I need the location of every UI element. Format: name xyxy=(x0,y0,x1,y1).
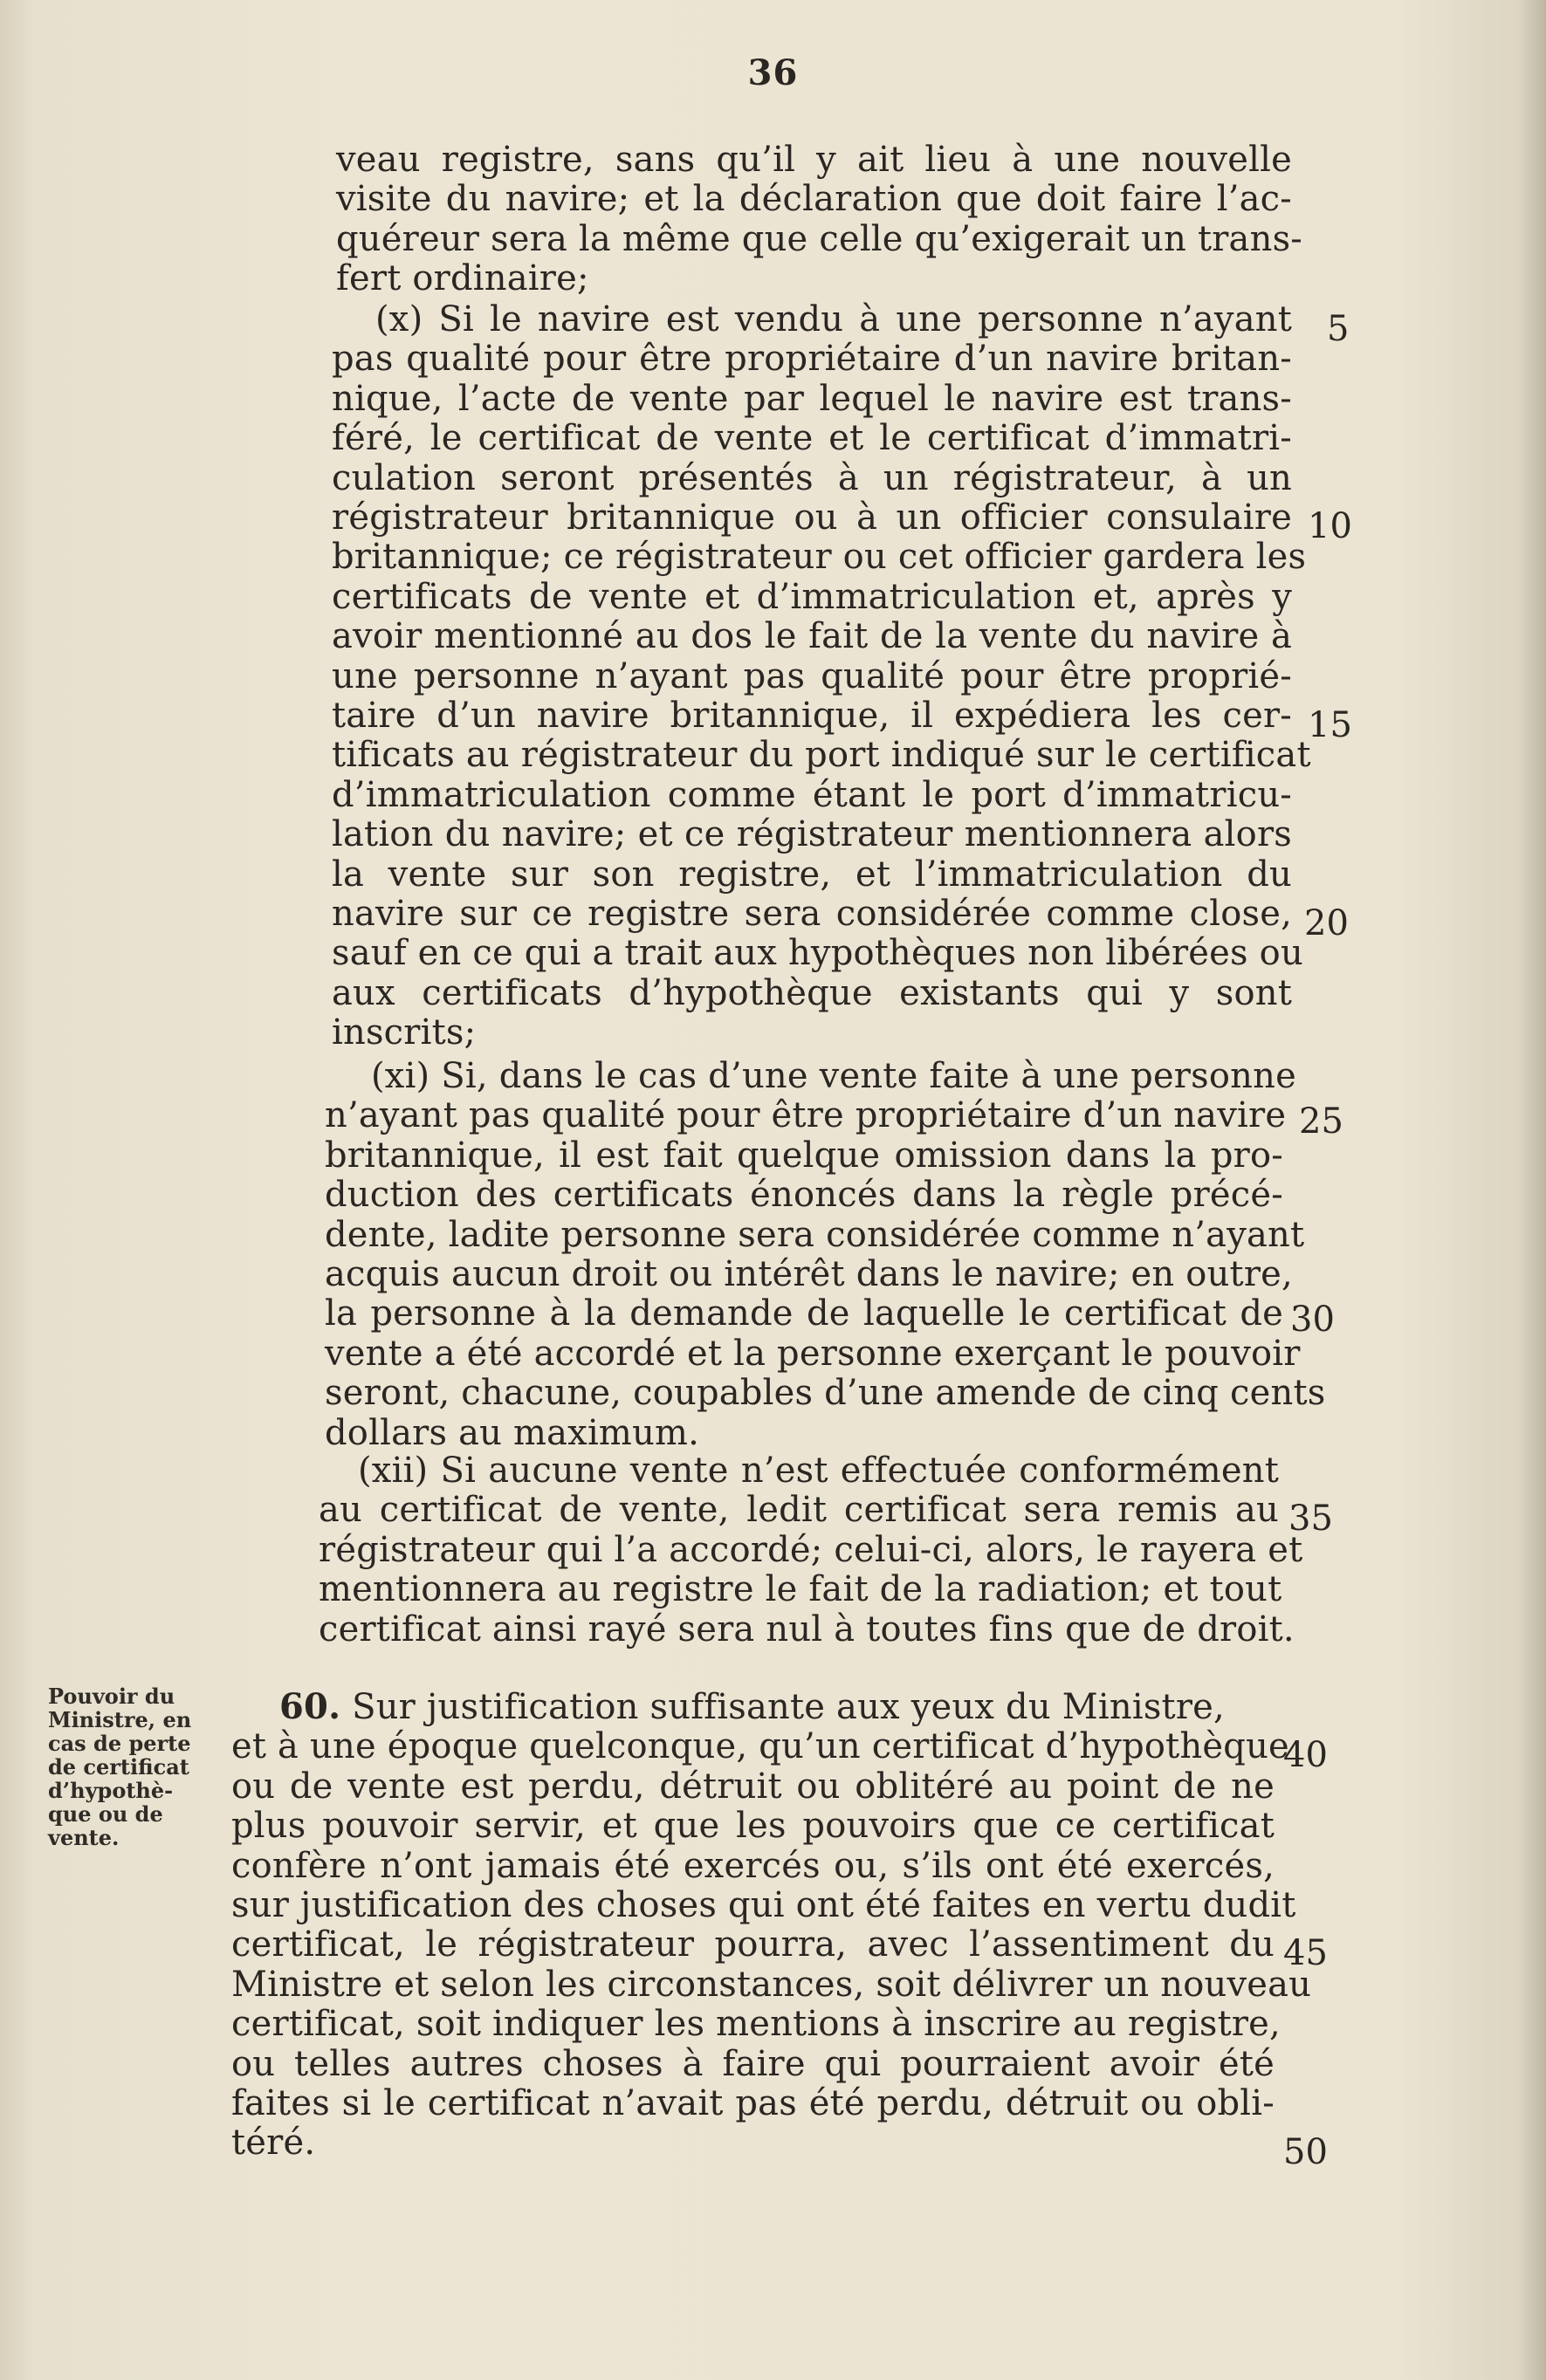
paragraph-line: britannique, il est fait quelque omission dans la pro- xyxy=(325,1135,1283,1176)
paragraph-line: dollars au maximum. xyxy=(325,1412,700,1453)
margin-note-line: cas de perte xyxy=(48,1731,191,1756)
section-number: 60. xyxy=(279,1686,341,1727)
paragraph-line: d’immatriculation comme étant le port d’immatricu- xyxy=(332,774,1292,815)
paragraph-line: téré. xyxy=(231,2123,316,2164)
line-number: 45 xyxy=(1283,1933,1328,1973)
paragraph-line: ou telles autres choses à faire qui pourraient avoir été xyxy=(231,2043,1275,2084)
line-number: 35 xyxy=(1288,1499,1333,1539)
paragraph-line: fert ordinaire; xyxy=(336,258,589,299)
paragraph-line: une personne n’ayant pas qualité pour être proprié- xyxy=(332,655,1292,696)
margin-note-line: d’hypothè- xyxy=(48,1778,174,1803)
paragraph-line: et à une époque quelconque, qu’un certificat d’hypothèque xyxy=(231,1726,1289,1767)
paragraph-line: régistrateur qui l’a accordé; celui-ci, alors, le rayera et xyxy=(319,1529,1303,1570)
paragraph-line: pas qualité pour être propriétaire d’un navire britan- xyxy=(332,339,1292,380)
section-60-first-line xyxy=(279,1687,1275,1727)
paragraph-line: duction des certificats énoncés dans la règle précé- xyxy=(325,1175,1283,1216)
paragraph-line: au certificat de vente, ledit certificat sera remis au xyxy=(319,1490,1279,1531)
paragraph-line: dente, ladite personne sera considérée comme n’ayant xyxy=(325,1214,1305,1255)
paragraph-line: faites si le certificat n’avait pas été perdu, détruit ou obli- xyxy=(231,2083,1275,2123)
paragraph-line: régistrateur britannique ou à un officier consulaire xyxy=(332,497,1292,538)
paragraph-line: quéreur sera la même que celle qu’exigerait un trans- xyxy=(336,218,1303,259)
margin-note-line: vente. xyxy=(48,1825,120,1850)
paragraph-line: navire sur ce registre sera considérée comme close, xyxy=(332,894,1292,934)
paragraph-line: avoir mentionné au dos le fait de la vente du navire à xyxy=(332,616,1292,657)
paragraph-line: mentionnera au registre le fait de la radiation; et tout xyxy=(319,1569,1282,1610)
paragraph-line: inscrits; xyxy=(332,1012,477,1053)
paragraph-line: visite du navire; et la déclaration que doit faire l’ac- xyxy=(336,179,1292,220)
line-number: 30 xyxy=(1290,1300,1335,1340)
paragraph-line: (x) Si le navire est vendu à une personne n’ayant xyxy=(375,299,1292,340)
line-number: 25 xyxy=(1299,1101,1343,1142)
paragraph-line: tificats au régistrateur du port indiqué sur le certificat xyxy=(332,735,1311,776)
paragraph-line: nique, l’acte de vente par lequel le navire est trans- xyxy=(332,378,1292,419)
paragraph-line: veau registre, sans qu’il y ait lieu à une nouvelle xyxy=(336,140,1292,180)
line-number: 15 xyxy=(1308,705,1352,745)
line-number: 5 xyxy=(1327,309,1350,349)
paragraph-line: (xi) Si, dans le cas d’une vente faite à une personne xyxy=(371,1056,1296,1096)
paragraph-line: ou de vente est perdu, détruit ou oblitéré au point de ne xyxy=(231,1766,1275,1807)
paragraph-line: Ministre et selon les circonstances, soit délivrer un nouveau xyxy=(231,1964,1312,2005)
paragraph-line: la personne à la demande de laquelle le certificat de xyxy=(325,1293,1283,1334)
paragraph-line: vente a été accordé et la personne exerçant le pouvoir xyxy=(325,1333,1301,1374)
paragraph-line: féré, le certificat de vente et le certificat d’immatri- xyxy=(332,418,1292,459)
paragraph-line: certificat ainsi rayé sera nul à toutes fins que de droit. xyxy=(319,1608,1295,1650)
paragraph-line: plus pouvoir servir, et que les pouvoirs que ce certificat xyxy=(231,1806,1275,1847)
paragraph-line: aux certificats d’hypothèque existants qui y sont xyxy=(332,972,1292,1013)
line-number: 10 xyxy=(1308,506,1352,546)
margin-note-line: Pouvoir du xyxy=(48,1684,175,1709)
margin-note-line: que ou de xyxy=(48,1801,163,1827)
paragraph-line: sauf en ce qui a trait aux hypothèques non libérées ou xyxy=(332,933,1303,974)
paragraph-line: Sur justification suffisante aux yeux du Ministre, xyxy=(340,1687,1225,1727)
paragraph-line: (xii) Si aucune vente n’est effectuée conformément xyxy=(358,1451,1279,1491)
paragraph-line: certificats de vente et d’immatriculation et, après y xyxy=(332,576,1292,617)
margin-note xyxy=(48,1684,205,1849)
line-number: 50 xyxy=(1283,2132,1328,2172)
paragraph-line: culation seront présentés à un régistrateur, à un xyxy=(332,457,1292,498)
paragraph-line: certificat, soit indiquer les mentions à inscrire au registre, xyxy=(231,2004,1281,2045)
paragraph-line: seront, chacune, coupables d’une amende de cinq cents xyxy=(325,1373,1326,1414)
paragraph-line: n’ayant pas qualité pour être propriétaire d’un navire xyxy=(325,1095,1287,1136)
page-number: 36 xyxy=(747,52,799,93)
paragraph-line: sur justification des choses qui ont été faites en vertu dudit xyxy=(231,1885,1296,1925)
margin-note-line: Ministre, en xyxy=(48,1707,192,1732)
line-number: 40 xyxy=(1283,1735,1328,1775)
paragraph-line: confère n’ont jamais été exercés ou, s’ils ont été exercés, xyxy=(231,1845,1275,1886)
margin-note-line: de certificat xyxy=(48,1754,189,1780)
paragraph-line: lation du navire; et ce régistrateur mentionnera alors xyxy=(332,814,1292,855)
line-number: 20 xyxy=(1304,903,1349,943)
paragraph-line: certificat, le régistrateur pourra, avec l’assentiment du xyxy=(231,1924,1275,1965)
paragraph-line: britannique; ce régistrateur ou cet officier gardera les xyxy=(332,537,1307,578)
paragraph-line: la vente sur son registre, et l’immatriculation du xyxy=(332,854,1292,895)
paragraph-line: acquis aucun droit ou intérêt dans le navire; en outre, xyxy=(325,1254,1293,1294)
paragraph-line: taire d’un navire britannique, il expédiera les cer- xyxy=(332,696,1292,736)
